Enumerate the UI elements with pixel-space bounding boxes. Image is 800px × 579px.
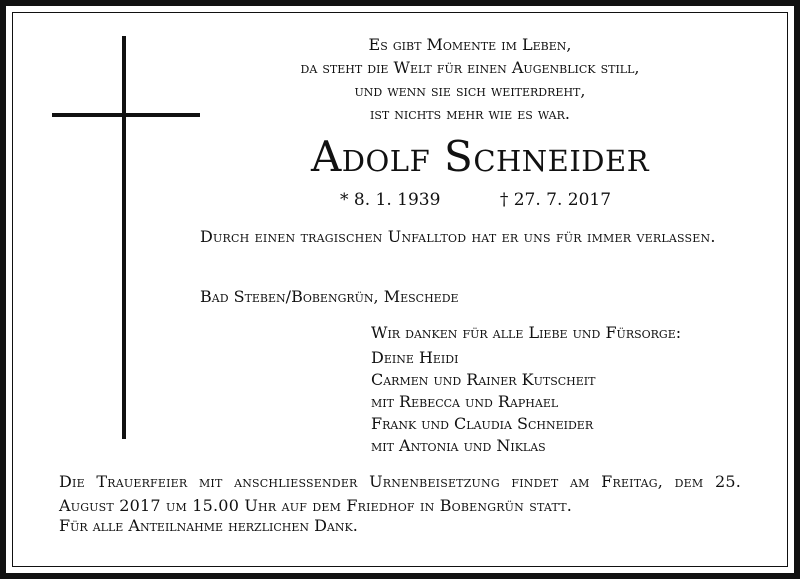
family-member: Carmen und Rainer Kutscheit (371, 370, 596, 389)
poem-line: da steht die Welt für einen Augenblick still, (300, 58, 640, 77)
cross-horizontal-bar (52, 113, 200, 117)
poem-line: ist nichts mehr wie es war. (370, 104, 570, 123)
funeral-notice: Die Trauerfeier mit anschliessender Urnenbeisetzung findet am Freitag, dem 25. August 2017 um 15.00 Uhr auf dem Friedhof in Bobengrün statt. (59, 472, 741, 515)
death-date: † 27. 7. 2017 (499, 190, 612, 210)
places-text: Bad Steben/Bobengrün, Meschede (200, 287, 459, 306)
family-member: Deine Heidi (371, 348, 459, 367)
thanks-heading: Wir danken für alle Liebe und Fürsorge: (371, 323, 682, 342)
poem-line: Es gibt Momente im Leben, (368, 35, 572, 54)
family-member: mit Rebecca und Raphael (371, 392, 559, 411)
family-member: Frank und Claudia Schneider (371, 414, 594, 433)
message-text: Durch einen tragischen Unfalltod hat er uns für immer verlassen. (200, 227, 716, 246)
deceased-name: Adolf Schneider (310, 132, 650, 181)
poem (250, 33, 690, 125)
life-dates (340, 188, 612, 212)
cross-vertical-bar (122, 36, 126, 439)
closing-thanks: Für alle Anteilnahme herzlichen Dank. (59, 516, 358, 535)
birth-date: * 8. 1. 1939 (340, 190, 441, 210)
family-member: mit Antonia und Niklas (371, 436, 546, 455)
family-list (371, 347, 751, 457)
poem-line: und wenn sie sich weiterdreht, (354, 81, 586, 100)
